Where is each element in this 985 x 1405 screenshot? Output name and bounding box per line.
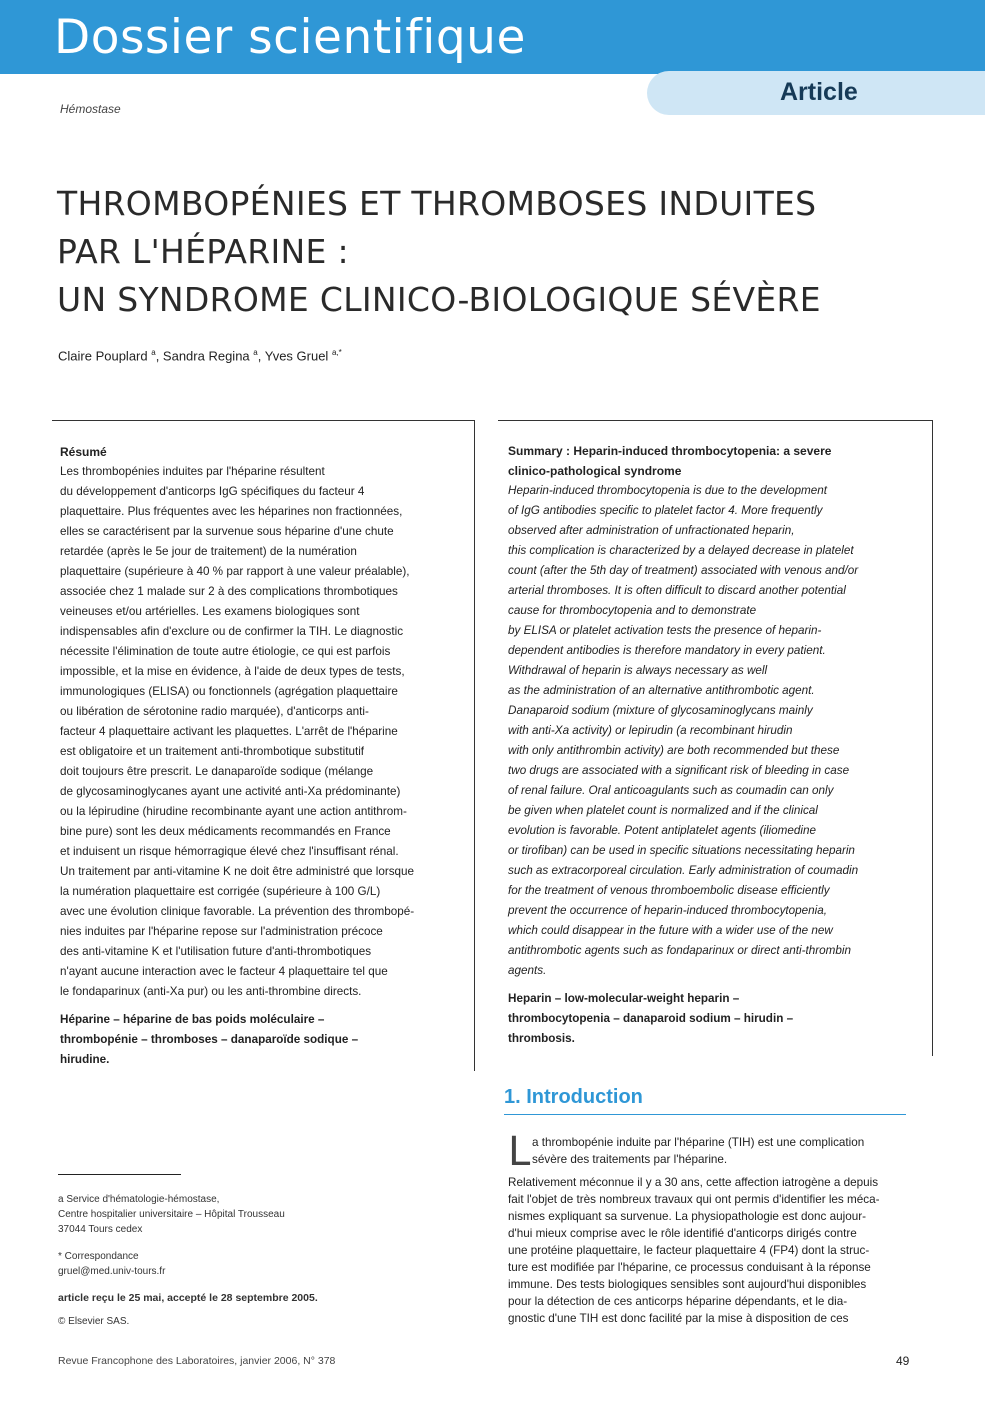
- author-name: Yves Gruel: [264, 348, 329, 364]
- summary-line: such as extracorporeal circulation. Early administration of coumadin: [508, 864, 859, 877]
- authors: Claire Pouplard $^a$, Sandra Regina $^a$, Yves Gruel $^{a,*}$: [58, 348, 342, 364]
- resume-line: du développement d'anticorps IgG spécifiques du facteur 4: [60, 485, 365, 498]
- rubric: Hémostase: [60, 102, 121, 116]
- resume-line: la numération plaquettaire est corrigée (supérieure à 100 G/L): [60, 885, 381, 898]
- intro-line: d'hui mieux comprise avec le rôle identifié d'anticorps dirigés contre: [508, 1227, 857, 1240]
- introduction-paragraph: [508, 1174, 918, 1327]
- summary-heading: [508, 441, 920, 481]
- resume-line: nécessite l'élimination de toute autre étiologie, ce qui est parfois: [60, 645, 391, 658]
- author-affiliation: a,*: [331, 348, 342, 357]
- footnote-line: * Correspondance: [58, 1251, 139, 1262]
- resume-line: bine pure) sont les deux médicaments recommandés en France: [60, 825, 391, 838]
- summary-keywords: [508, 989, 920, 1049]
- journal-citation: Revue Francophone des Laboratoires, janvier 2006, N° 378: [58, 1355, 336, 1367]
- resume-line: ou libération de sérotonine radio marquée), d'anticorps anti-: [60, 705, 369, 718]
- resume-line: des anti-vitamine K et l'utilisation future d'anti-thrombotiques: [60, 945, 372, 958]
- summary-line: by ELISA or platelet activation tests the presence of heparin-: [508, 624, 822, 637]
- summary-line: two drugs are associated with a significant risk of bleeding in case: [508, 764, 850, 777]
- footnote-line: gruel@med.univ-tours.fr: [58, 1266, 166, 1277]
- summary-line: with only antithrombin activity) are both recommended but these: [508, 744, 840, 757]
- resume-line: veineuses et/ou artérielles. Les examens biologiques sont: [60, 605, 360, 618]
- drop-cap: L: [508, 1129, 531, 1175]
- summary-line: cause for thrombocytopenia and to demonstrate: [508, 604, 757, 617]
- summary-text: [508, 481, 920, 981]
- resume-line: associée chez 1 malade sur 2 à des complications thrombotiques: [60, 585, 398, 598]
- article-label: Article: [780, 78, 858, 106]
- resume-line: plaquettaire (supérieure à 40 % par rapport à une valeur préalable),: [60, 565, 410, 578]
- section-title: Dossier scientifique: [54, 10, 526, 65]
- intro-line: gnostic d'une TIH est donc facilité par la mise à disposition de ces: [508, 1312, 849, 1325]
- resume-line: immunologiques (ELISA) ou fonctionnels (agrégation plaquettaire: [60, 685, 398, 698]
- introduction-rule: [504, 1114, 906, 1115]
- resume-line: de glycosaminoglycanes ayant une activité anti-Xa prédominante): [60, 785, 401, 798]
- title-line: PAR L'HÉPARINE :: [57, 232, 349, 271]
- resume-line: retardée (après le 5e jour de traitement) de la numération: [60, 545, 357, 558]
- intro-line: une protéine plaquettaire, le facteur plaquettaire 4 (FP4) dont la struc-: [508, 1244, 870, 1257]
- footnote-rule: [58, 1174, 181, 1175]
- intro-line: ture est modifiée par l'héparine, ce processus conduisant à la réponse: [508, 1261, 871, 1274]
- keyword-line: thrombocytopenia – danaparoid sodium – hirudin –: [508, 1012, 794, 1025]
- resume-line: facteur 4 plaquettaire activant les plaquettes. L'arrêt de l'héparine: [60, 725, 398, 738]
- summary-line: evolution is favorable. Potent antiplatelet agents (iliomedine: [508, 824, 816, 837]
- introduction-body: [508, 1129, 918, 1327]
- summary-block: [508, 441, 920, 1049]
- page-number: 49: [896, 1354, 910, 1368]
- summary-line: or tirofiban) can be used in specific situations necessitating heparin: [508, 844, 855, 857]
- summary-line: with anti-Xa activity) or lepirudin (a recombinant hirudin: [508, 724, 793, 737]
- intro-line: pour la détection de ces anticorps héparine dépendants, et le dia-: [508, 1295, 848, 1308]
- resume-heading: Résumé: [60, 445, 107, 459]
- summary-line: Withdrawal of heparin is always necessary as well: [508, 664, 768, 677]
- resume-line: avec une évolution clinique favorable. La prévention des thrombopé-: [60, 905, 415, 918]
- keyword-line: hirudine.: [60, 1053, 110, 1066]
- keyword-line: Heparin – low-molecular-weight heparin –: [508, 992, 740, 1005]
- resume-line: est obligatoire et un traitement anti-thrombotique substitutif: [60, 745, 365, 758]
- resume-line: impossible, et la mise en évidence, à l'aide de deux types de tests,: [60, 665, 405, 678]
- correspondence: [58, 1249, 318, 1279]
- summary-line: dependent antibodies is therefore mandatory in every patient.: [508, 644, 826, 657]
- summary-heading-line: clinico-pathological syndrome: [508, 464, 682, 478]
- summary-line: observed after administration of unfractionated heparin,: [508, 524, 795, 537]
- keyword-line: thrombosis.: [508, 1032, 575, 1045]
- footnotes: [58, 1192, 318, 1329]
- copyright: © Elsevier SAS.: [58, 1316, 130, 1327]
- resume-line: n'ayant aucune interaction avec le facteur 4 plaquettaire tel que: [60, 965, 388, 978]
- resume-line: et induisent un risque hémorragique élevé chez l'insuffisant rénal.: [60, 845, 399, 858]
- summary-line: for the treatment of venous thromboembolic disease efficiently: [508, 884, 830, 897]
- footnote-line: Centre hospitalier universitaire – Hôpital Trousseau: [58, 1209, 285, 1220]
- summary-line: antithrombotic agents such as fondaparinux or direct anti-thrombin: [508, 944, 852, 957]
- affiliation: [58, 1192, 318, 1237]
- resume-line: le fondaparinux (anti-Xa pur) ou les anti-thrombine directs.: [60, 985, 362, 998]
- summary-line: arterial thromboses. It is often difficult to discard another potential: [508, 584, 846, 597]
- summary-line: agents.: [508, 964, 547, 977]
- summary-line: as the administration of an alternative antithrombotic agent.: [508, 684, 815, 697]
- resume-line: elles se caractérisent par la survenue sous héparine d'une chute: [60, 525, 394, 538]
- keyword-line: thrombopénie – thromboses – danaparoïde sodique –: [60, 1033, 359, 1046]
- resume-keywords: [60, 1010, 468, 1070]
- summary-line: this complication is characterized by a delayed decrease in platelet: [508, 544, 854, 557]
- resume-line: Les thrombopénies induites par l'héparine résultent: [60, 465, 325, 478]
- summary-line: of IgG antibodies specific to platelet factor 4. More frequently: [508, 504, 823, 517]
- author-name: Sandra Regina: [162, 348, 250, 364]
- title-line: UN SYNDROME CLINICO-BIOLOGIQUE SÉVÈRE: [57, 280, 821, 319]
- intro-line: nismes expliquant sa survenue. La physiopathologie est donc aujour-: [508, 1210, 866, 1223]
- introduction-paragraph: [508, 1129, 918, 1175]
- resume-line: doit toujours être prescrit. Le danaparoïde sodique (mélange: [60, 765, 374, 778]
- footnote-line: 37044 Tours cedex: [58, 1224, 143, 1235]
- intro-line: fait l'objet de très nombreux travaux qui ont permis d'identifier les méca-: [508, 1193, 880, 1206]
- title-line: THROMBOPÉNIES ET THROMBOSES INDUITES: [57, 184, 817, 223]
- introduction-heading: 1. Introduction: [504, 1086, 643, 1108]
- summary-heading-line: Summary : Heparin-induced thrombocytopenia: a severe: [508, 444, 832, 458]
- intro-line: immune. Des tests biologiques sensibles sont aujourd'hui disponibles: [508, 1278, 867, 1291]
- summary-line: Danaparoid sodium (mixture of glycosaminoglycans mainly: [508, 704, 813, 717]
- summary-line: be given when platelet count is normalized and if the clinical: [508, 804, 818, 817]
- keyword-line: Héparine – héparine de bas poids moléculaire –: [60, 1013, 325, 1026]
- author-affiliation: a: [253, 348, 258, 357]
- summary-line: Heparin-induced thrombocytopenia is due to the development: [508, 484, 828, 497]
- resume-line: indispensables afin d'exclure ou de confirmer la TIH. Le diagnostic: [60, 625, 404, 638]
- summary-line: count (after the 5th day of treatment) associated with venous and/or: [508, 564, 859, 577]
- author-name: Claire Pouplard: [58, 348, 148, 364]
- resume-block: [60, 442, 468, 1070]
- resume-line: plaquettaire. Plus fréquentes avec les héparines non fractionnées,: [60, 505, 403, 518]
- intro-line: sévère des traitements par l'héparine.: [532, 1153, 728, 1166]
- footnote-line: a Service d'hématologie-hémostase,: [58, 1194, 220, 1205]
- article-title: [57, 180, 877, 324]
- resume-line: ou la lépirudine (hirudine recombinante ayant une action antithrom-: [60, 805, 407, 818]
- summary-line: prevent the occurrence of heparin-induced thrombocytopenia,: [508, 904, 828, 917]
- summary-line: of renal failure. Oral anticoagulants such as coumadin can only: [508, 784, 834, 797]
- received-date: article reçu le 25 mai, accepté le 28 septembre 2005.: [58, 1292, 318, 1304]
- author-affiliation: a: [151, 348, 156, 357]
- intro-line: a thrombopénie induite par l'héparine (TIH) est une complication: [532, 1136, 865, 1149]
- intro-line: Relativement méconnue il y a 30 ans, cette affection iatrogène a depuis: [508, 1176, 879, 1189]
- resume-line: Un traitement par anti-vitamine K ne doit être administré que lorsque: [60, 865, 415, 878]
- resume-text: [60, 462, 468, 1002]
- summary-line: which could disappear in the future with a wider use of the new: [508, 924, 833, 937]
- resume-line: nies induites par l'héparine repose sur l'administration précoce: [60, 925, 383, 938]
